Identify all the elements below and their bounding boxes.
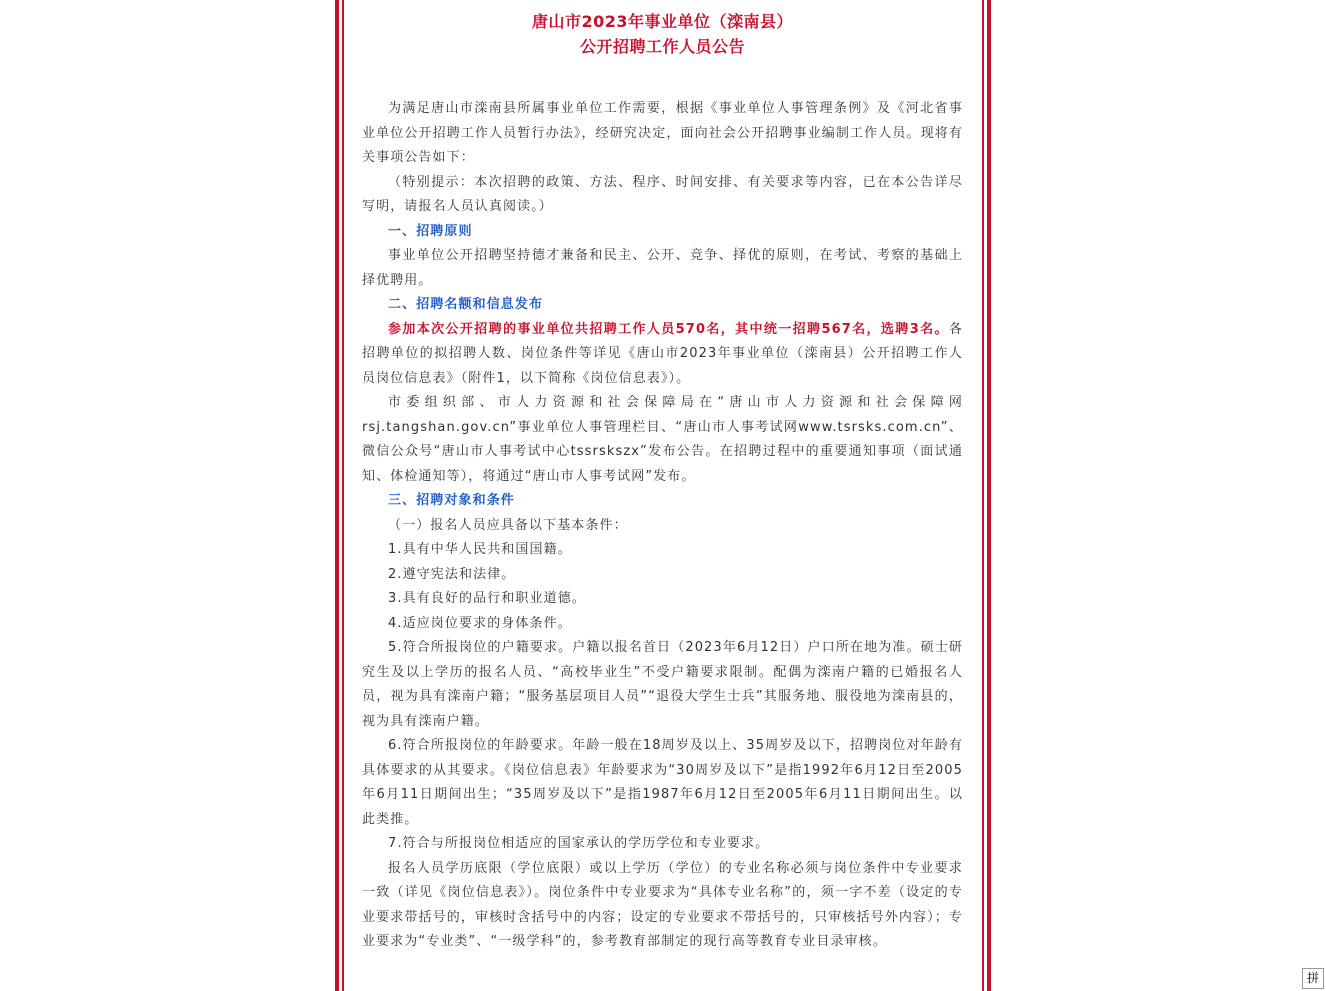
condition-item: 2.遵守宪法和法律。 <box>388 566 516 582</box>
intro-paragraph: 为满足唐山市滦南县所属事业单位工作需要，根据《事业单位人事管理条例》及《河北省事业单位公开招聘工作人员暂行办法》，经研究决定，面向社会公开招聘事业编制工作人员。现将有关事项公告如下： <box>362 101 963 165</box>
title-line-2: 公开招聘工作人员公告 <box>579 37 745 56</box>
condition-item: 3.具有良好的品行和职业道德。 <box>388 591 586 606</box>
title-line-1: 唐山市2023年事业单位（滦南县） <box>531 12 794 31</box>
education-requirement-paragraph: 报名人员学历底限（学位底限）或以上学历（学位）的专业名称必须与岗位条件中专业要求一致（详见《岗位信息表》）。岗位条件中专业要求为“具体专业名称”的，须一字不差（设定的专业要求带括号的，审核时含括号中的内容；设定的专业要求不带括号的，只审核括号外内容）；专业要求为“专业类”、“一级学科”的，参考教育部制定的现行高等教育专业目录审核。 <box>362 860 963 949</box>
quota-detail: 各招聘单位的拟招聘人数、岗位条件等详见《唐山市2023年事业单位（滦南县）公开招聘工作人员岗位信息表》（附件1，以下简称《岗位信息表》）。 <box>362 321 963 386</box>
ime-pinyin-indicator[interactable]: 拼 <box>1302 968 1324 989</box>
quota-highlight: 参加本次公开招聘的事业单位共招聘工作人员570名，其中统一招聘567名，选聘3名。 <box>388 321 949 337</box>
condition-item: 4.适应岗位要求的身体条件。 <box>388 615 572 631</box>
section-quota-paragraph <box>362 318 963 392</box>
condition-item: 1.具有中华人民共和国国籍。 <box>388 542 572 557</box>
condition-item: 6.符合所报岗位的年龄要求。年龄一般在18周岁及以上、35周岁及以下，招聘岗位对年龄有具体要求的从其要求。《岗位信息表》年龄要求为“30周岁及以下”是指1992年6月12日至2005年6月11日期间出生；“35周岁及以下”是指1987年6月12日至2005年6月11日期间出生。以此类推。 <box>362 738 963 827</box>
left-border-inner <box>342 0 344 991</box>
section-heading-quota: 二、招聘名额和信息发布 <box>388 297 544 312</box>
section-principle-text: 事业单位公开招聘坚持德才兼备和民主、公开、竞争、择优的原则，在考试、考察的基础上择优聘用。 <box>362 248 963 288</box>
section-heading-conditions: 三、招聘对象和条件 <box>388 493 515 508</box>
right-border-outer <box>987 0 991 991</box>
right-border-inner <box>982 0 984 991</box>
section-heading-principle: 一、招聘原则 <box>388 223 473 239</box>
condition-item: 7.符合与所报岗位相适应的国家承认的学历学位和专业要求。 <box>388 836 770 851</box>
section-publish-paragraph: 市委组织部、市人力资源和社会保障局在“唐山市人力资源和社会保障网rsj.tangshan.gov.cn”事业单位人事管理栏目、“唐山市人事考试网www.tsrsks.com.cn”、微信公众号“唐山市人事考试中心tssrskszx”发布公告。在招聘过程中的重要通知事项（面试通知、体检通知等），将通过“唐山市人事考试网”发布。 <box>362 395 963 484</box>
conditions-subheading: （一）报名人员应具备以下基本条件： <box>388 517 628 533</box>
article-body <box>362 9 963 955</box>
special-notice: （特别提示：本次招聘的政策、方法、程序、时间安排、有关要求等内容，已在本公告详尽写明，请报名人员认真阅读。） <box>362 174 963 214</box>
condition-item: 5.符合所报岗位的户籍要求。户籍以报名首日（2023年6月12日）户口所在地为准。硕士研究生及以上学历的报名人员、“高校毕业生”不受户籍要求限制。配偶为滦南户籍的已婚报名人员，视为具有滦南户籍；“服务基层项目人员”“退役大学生士兵”其服务地、服役地为滦南县的，视为具有滦南户籍。 <box>362 640 963 729</box>
left-border-outer <box>335 0 339 991</box>
